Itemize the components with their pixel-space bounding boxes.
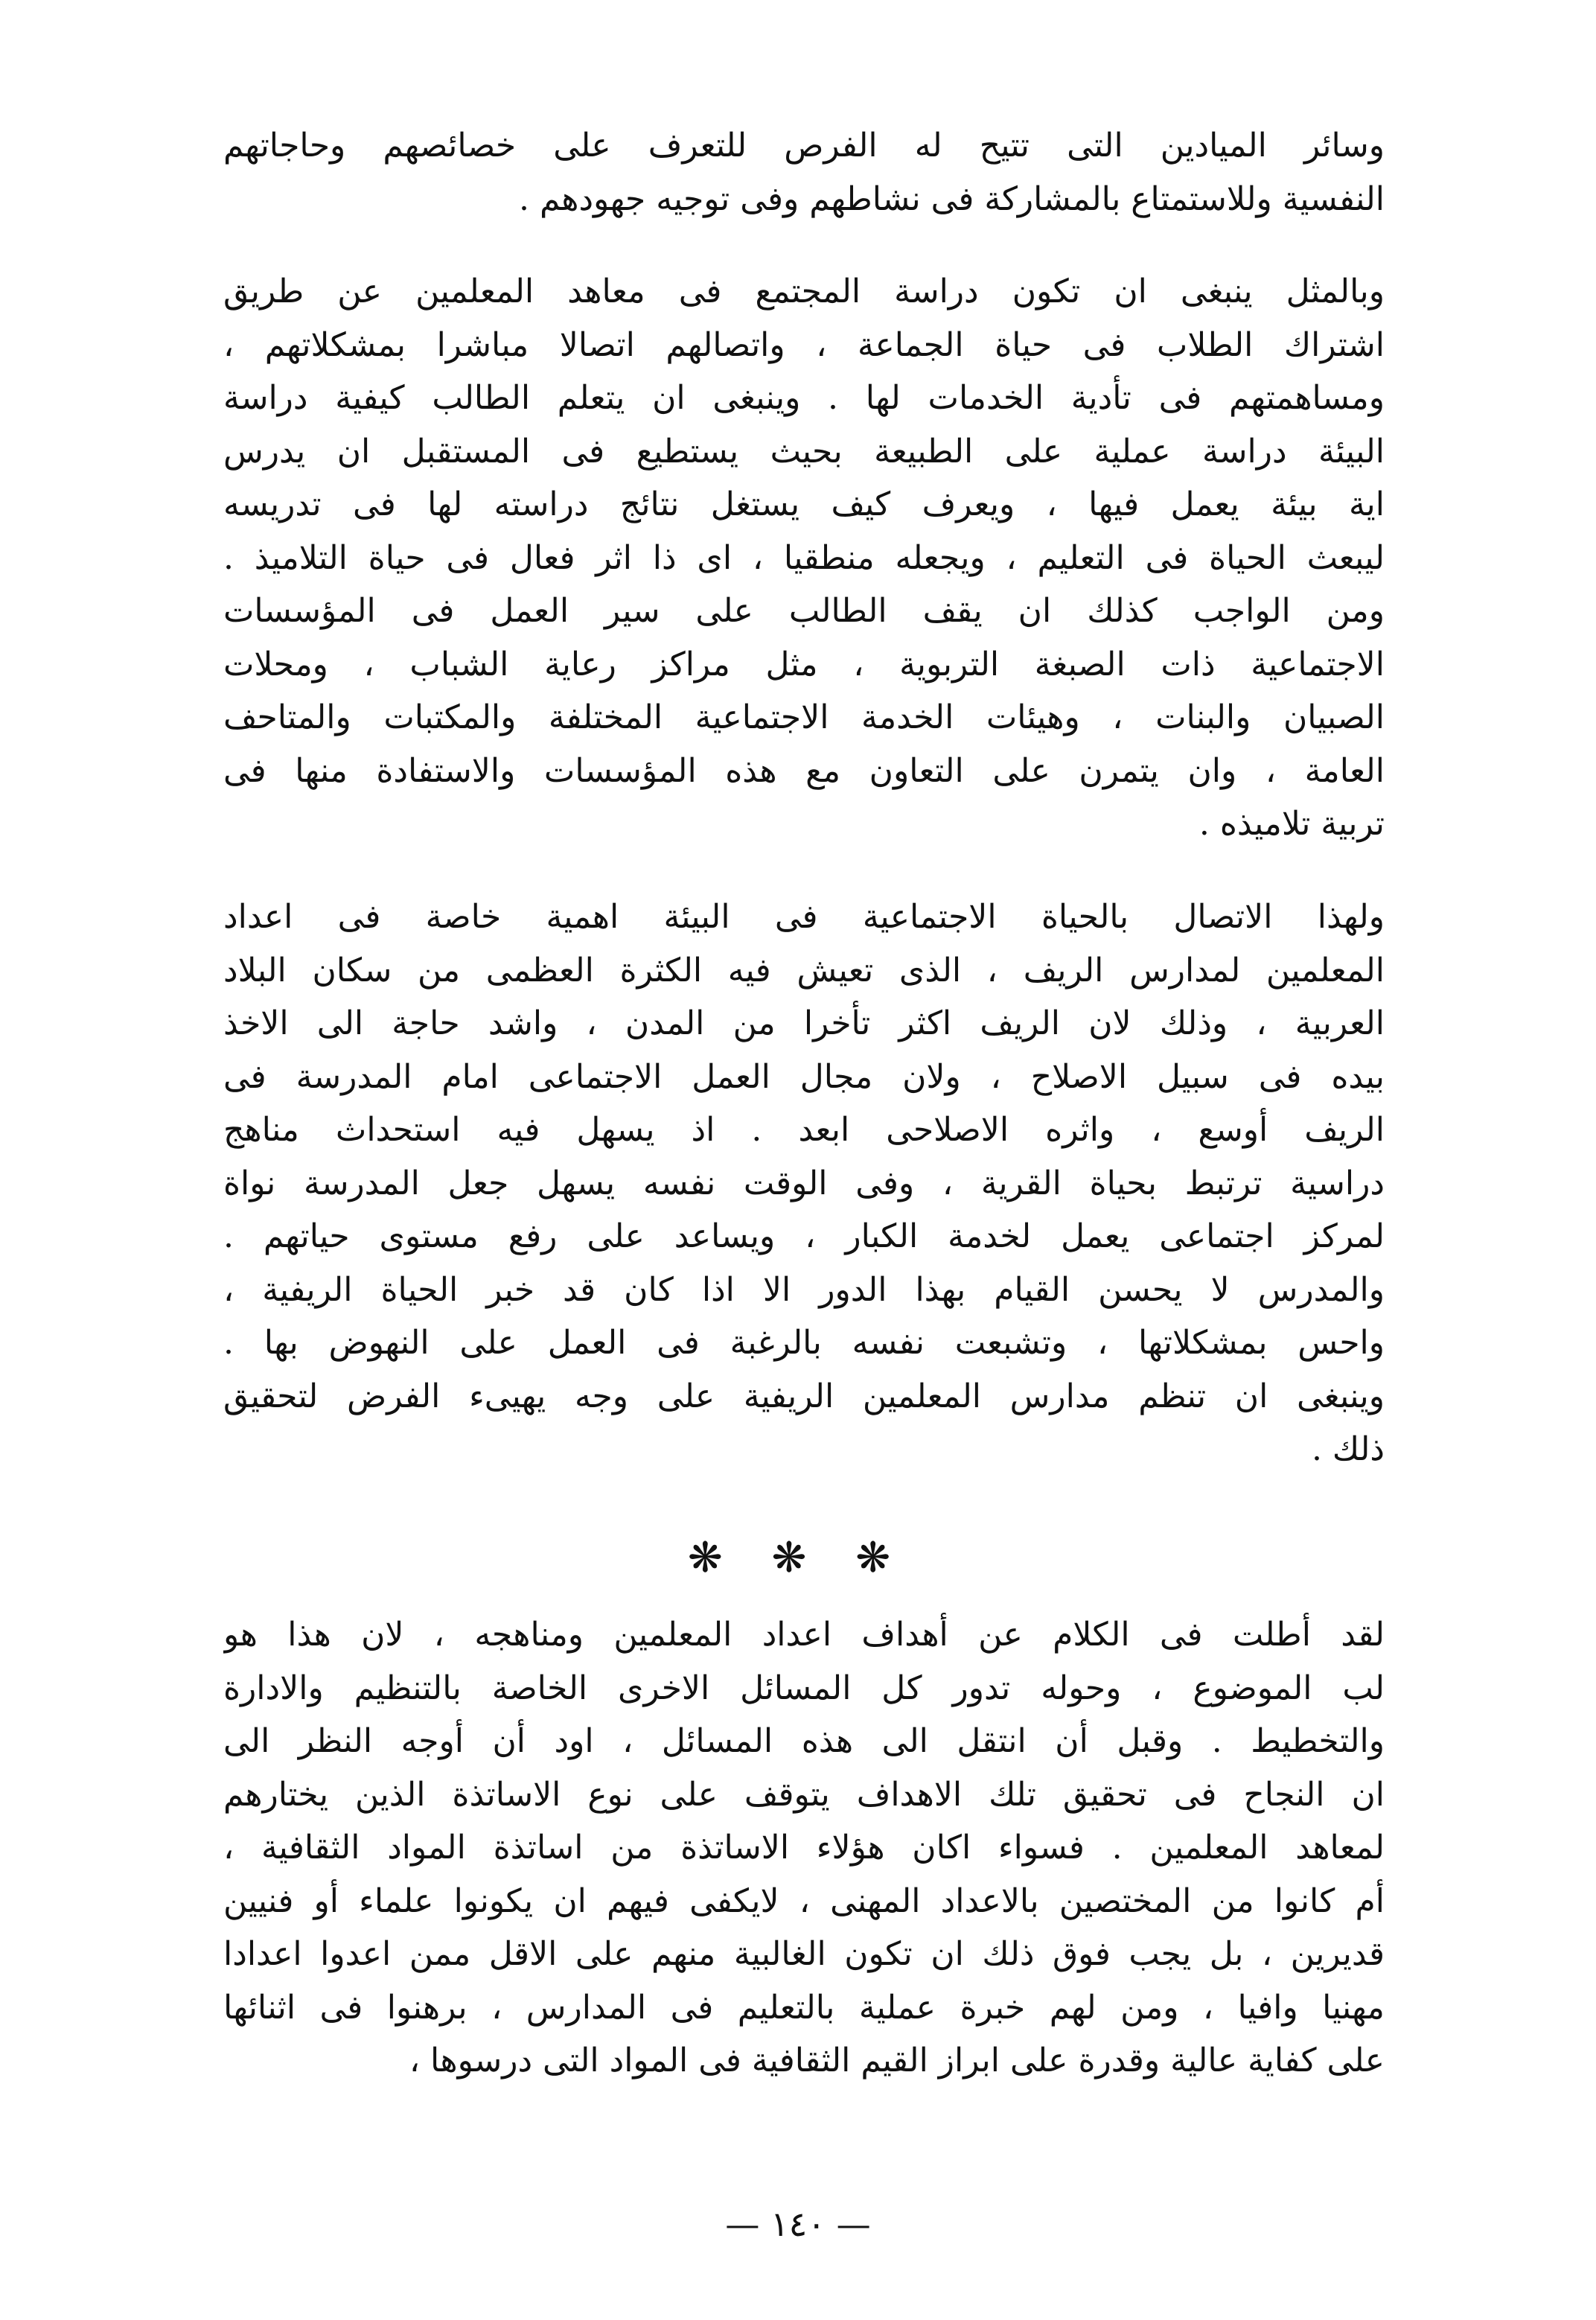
text-line: أم كانوا من المختصين بالاعداد المهنى ، لايكفى فيهم ان يكونوا علماء أو فنيين: [223, 1881, 1385, 1920]
text-line: لب الموضوع ، وحوله تدور كل المسائل الاخرى الخاصة بالتنظيم والادارة: [223, 1669, 1385, 1707]
paragraph-3: [223, 890, 1385, 1476]
text-line: تربية تلاميذه .: [1198, 805, 1385, 843]
text-line: ومساهمتهم فى تأدية الخدمات لها . وينبغى ان يتعلم الطالب كيفية دراسة: [223, 379, 1385, 417]
text-line: ان النجاح فى تحقيق تلك الاهداف يتوقف على نوع الاساتذة الذين يختارهم: [223, 1775, 1385, 1814]
text-line: ذلك .: [1311, 1430, 1385, 1468]
text-line: لمعاهد المعلمين . فسواء اكان هؤلاء الاساتذة من اساتذة المواد الثقافية ،: [223, 1829, 1385, 1867]
text-line: دراسية ترتبط بحياة القرية ، وفى الوقت نفسه يسهل جعل المدرسة نواة: [223, 1164, 1385, 1202]
paragraph-4: [223, 1608, 1385, 2088]
text-line: الريف أوسع ، واثره الاصلاحى ابعد . اذ يسهل فيه استحداث مناهج: [223, 1111, 1385, 1149]
text-line: اشتراك الطلاب فى حياة الجماعة ، واتصالهم اتصالا مباشرا بمشكلاتهم ،: [223, 325, 1385, 364]
text-line: النفسية وللاستمتاع بالمشاركة فى نشاطهم وفى توجيه جهودهم .: [518, 179, 1385, 218]
text-line: والتخطيط . وقبل أن انتقل الى هذه المسائل ، اود أن أوجه النظر الى: [223, 1722, 1385, 1760]
text-line: الصبيان والبنات ، وهيئات الخدمة الاجتماعية المختلفة والمكتبات والمتاحف: [223, 698, 1385, 736]
text-line: واحس بمشكلاتها ، وتشبعت نفسه بالرغبة فى العمل على النهوض بها .: [223, 1324, 1385, 1362]
section-divider-asterisks: ❋ ❋ ❋: [687, 1534, 909, 1582]
text-line: العامة ، وان يتمرن على التعاون مع هذه المؤسسات والاستفادة منها فى: [223, 751, 1385, 790]
text-line: المعلمين لمدارس الريف ، الذى تعيش فيه الكثرة العظمى من سكان البلاد: [223, 951, 1385, 989]
paragraph-2: [223, 265, 1385, 851]
text-line: والمدرس لا يحسن القيام بهذا الدور الا اذا كان قد خبر الحياة الريفية ،: [223, 1270, 1385, 1309]
text-line: لقد أطلت فى الكلام عن أهداف اعداد المعلمين ومناهجه ، لان هذا هو: [223, 1616, 1385, 1654]
text-line: بيده فى سبيل الاصلاح ، ولان مجال العمل الاجتماعى امام المدرسة فى: [223, 1057, 1385, 1096]
text-line: ليبعث الحياة فى التعليم ، ويجعله منطقيا ، اى ذا اثر فعال فى حياة التلاميذ .: [223, 538, 1385, 577]
text-line: ومن الواجب كذلك ان يقف الطالب على سير العمل فى المؤسسات: [223, 592, 1385, 630]
text-line: وسائر الميادين التى تتيح له الفرص للتعرف على خصائصهم وحاجاتهم: [223, 127, 1385, 165]
paragraph-1: [223, 119, 1385, 226]
text-line: قديرين ، بل يجب فوق ذلك ان تكون الغالبية منهم على الاقل ممن اعدوا اعدادا: [223, 1935, 1385, 1973]
page-number: — ١٤٠ —: [725, 2204, 871, 2244]
text-line: وبالمثل ينبغى ان تكون دراسة المجتمع فى معاهد المعلمين عن طريق: [223, 273, 1385, 310]
text-line: ولهذا الاتصال بالحياة الاجتماعية فى البيئة اهمية خاصة فى اعداد: [223, 898, 1385, 936]
text-line: لمركز اجتماعى يعمل لخدمة الكبار ، ويساعد على رفع مستوى حياتهم .: [223, 1217, 1385, 1255]
text-line: العربية ، وذلك لان الريف اكثر تأخرا من المدن ، واشد حاجة الى الاخذ: [223, 1004, 1385, 1042]
text-line: على كفاية عالية وقدرة على ابراز القيم الثقافية فى المواد التى درسوها ،: [409, 2042, 1385, 2080]
text-line: وينبغى ان تنظم مدارس المعلمين الريفية على وجه يهيىء الفرض لتحقيق: [223, 1377, 1385, 1415]
text-line: اية بيئة يعمل فيها ، ويعرف كيف يستغل نتائج دراسته لها فى تدريسه: [223, 485, 1385, 523]
text-line: مهنيا وافيا ، ومن لهم خبرة عملية بالتعليم فى المدارس ، برهنوا فى اثنائها: [223, 1988, 1385, 2027]
text-line: البيئة دراسة عملية على الطبيعة بحيث يستطيع فى المستقبل ان يدرس: [223, 432, 1385, 471]
text-line: الاجتماعية ذات الصبغة التربوية ، مثل مراكز رعاية الشباب ، ومحلات: [223, 645, 1385, 683]
